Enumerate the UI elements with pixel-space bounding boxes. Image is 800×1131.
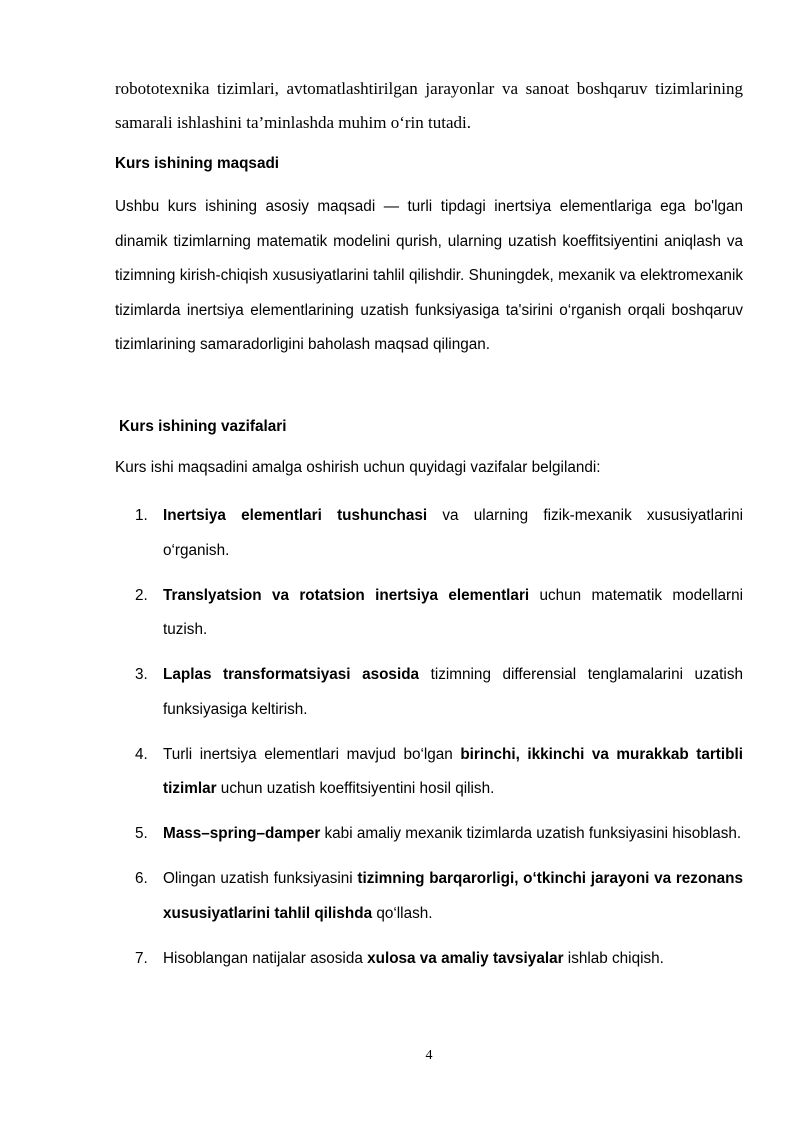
task-bold-text: Translyatsion va rotatsion inertsiya elementlari [163, 586, 530, 604]
task-bold-text: xulosa va amaliy tavsiyalar [367, 949, 564, 967]
task-item-1 [115, 499, 743, 568]
task-text: tizimning differensial tenglamalarini uzatish funksiyasiga keltirish. [163, 666, 743, 718]
intro-paragraph: robototexnika tizimlari, avtomatlashtirilgan jarayonlar va sanoat boshqaruv tizimlarining samarali ishlashini ta’minlashda muhim o‘rin tutadi. [115, 79, 743, 132]
task-text: uchun matematik modellarni tuzish. [163, 586, 743, 638]
goal-heading: Kurs ishining maqsadi [115, 155, 280, 172]
task-number: 1. [135, 507, 148, 524]
tasks-list [115, 499, 743, 987]
task-text: Turli inertsiya elementlari mavjud bo‘lgan [163, 745, 461, 763]
task-text: Olingan uzatish funksiyasini [163, 870, 358, 887]
task-text: kabi amaliy mexanik tizimlarda uzatish funksiyasini hisoblash. [320, 825, 742, 842]
task-number: 7. [135, 949, 148, 967]
task-text: Hisoblangan natijalar asosida [163, 949, 368, 967]
task-item-3 [115, 658, 743, 727]
task-item-7 [115, 942, 743, 977]
task-number: 4. [135, 745, 148, 763]
page-number: 4 [425, 1048, 433, 1063]
tasks-heading: Kurs ishining vazifalari [119, 418, 287, 435]
task-number: 2. [135, 586, 148, 604]
task-bold-text: tizimning barqarorligi, o‘tkinchi jarayoni va rezonans xususiyatlarini tahlil qilishda [163, 870, 743, 922]
task-item-5 [115, 817, 743, 852]
task-bold-text: birinchi, ikkinchi va murakkab tartibli tizimlar [163, 745, 743, 797]
tasks-intro: Kurs ishi maqsadini amalga oshirish uchun quyidagi vazifalar belgilandi: [115, 459, 601, 476]
task-bold-text: Mass–spring–damper [163, 825, 321, 842]
task-text: va ularning fizik-mexanik xususiyatlarini o‘rganish. [163, 507, 743, 559]
task-item-4 [115, 738, 743, 807]
task-item-6 [115, 862, 743, 931]
goal-paragraph: Ushbu kurs ishining asosiy maqsadi — turli tipdagi inertsiya elementlariga ega bo'lgan dinamik tizimlarning matematik modelini qurish, ularning uzatish koeffitsiyentini aniqlash va tizimning kirish-chiqish xususiyatlarini tahlil qilishdir. Shuningdek, mexanik va elektromexanik tizimlarda inertsiya elementlarining uzatish funksiyasiga ta'sirini o‘rganish orqali boshqaruv tizimlarining samaradorligini baholash maqsad qilingan. [115, 198, 743, 353]
task-number: 5. [135, 825, 148, 842]
task-text: ishlab chiqish. [563, 949, 664, 967]
task-bold-text: Inertsiya elementlari tushunchasi [163, 507, 428, 524]
task-number: 6. [135, 870, 148, 887]
task-number: 3. [135, 666, 148, 683]
task-bold-text: Laplas transformatsiyasi asosida [163, 666, 420, 683]
task-item-2 [115, 579, 743, 648]
task-text: uchun uzatish koeffitsiyentini hosil qilish. [216, 780, 495, 797]
task-text: qo‘llash. [372, 904, 433, 922]
